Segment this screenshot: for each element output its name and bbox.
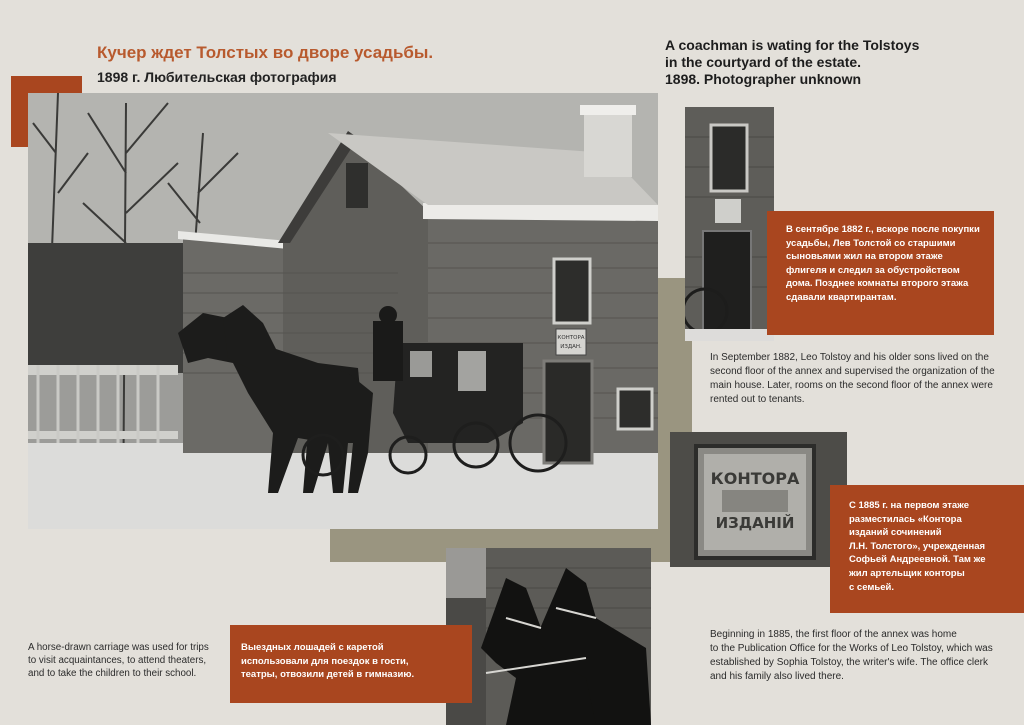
annex-en-text: [710, 351, 1010, 407]
annex-ru-line: сдавали квартирантам.: [786, 291, 897, 303]
office-ru-box: [830, 485, 1024, 613]
office-ru-line: разместилась «Контора: [849, 513, 962, 525]
annex-en-line: main house. Later, rooms on the second floor of the annex were: [710, 380, 993, 391]
sign-line: ИЗДАНІЙ: [715, 514, 795, 532]
annex-en-line: In September 1882, Leo Tolstoy and his older sons lived on the: [710, 352, 989, 363]
annex-photo: [685, 107, 774, 341]
horses-photo: [446, 548, 651, 725]
carriage-en-line: to visit acquaintances, to attend theaters,: [28, 655, 207, 666]
office-en-line: Beginning in 1885, the first floor of the annex was home: [710, 629, 957, 640]
annex-ru-line: дома. Позднее комнаты второго этажа: [786, 278, 969, 290]
sign-line: КОНТОРА: [710, 469, 800, 488]
office-en-text: [710, 628, 1010, 684]
carriage-ru-line: Выездных лошадей с каретой: [241, 642, 384, 653]
office-ru-line: изданий сочинений: [849, 527, 942, 539]
annex-ru-line: усадьбы, Лев Толстой со старшими: [786, 237, 956, 249]
office-sign-photo: [670, 432, 847, 567]
office-en-line: and his family also lived there.: [710, 671, 844, 682]
title-ru: Кучер ждет Толстых во дворе усадьбы.: [97, 43, 434, 62]
annex-ru-box: [767, 211, 994, 335]
office-ru-line: жил артельщик конторы: [849, 567, 965, 579]
carriage-en-line: A horse-drawn carriage was used for trips: [28, 642, 209, 653]
annex-ru-line: флигеля и следил за обустройством: [786, 264, 960, 276]
office-ru-line: С 1885 г. на первом этаже: [849, 500, 970, 511]
office-en-line: to the Publication Office for the Works of Leo Tolstoy, which was: [710, 643, 993, 654]
carriage-ru-box: [230, 625, 472, 703]
subtitle-ru: 1898 г. Любительская фотография: [97, 69, 337, 85]
annex-ru-line: В сентябре 1882 г., вскоре после покупки: [786, 224, 980, 235]
office-en-line: established by Sophia Tolstoy, the writer's wife. The office clerk: [710, 657, 988, 668]
carriage-ru-line: театры, отвозили детей в гимназию.: [241, 669, 415, 681]
title-en-line: in the courtyard of the estate.: [665, 54, 862, 70]
carriage-ru-line: использовали для поездок в гости,: [241, 655, 409, 667]
annex-en-line: second floor of the annex and supervised the organization of the: [710, 366, 995, 377]
title-en-line: A coachman is wating for the Tolstoys: [665, 37, 920, 53]
office-ru-line: Л.Н. Толстого», учрежденная: [849, 540, 986, 552]
sign-line: ИЗДАН.: [560, 344, 582, 350]
title-en-line: 1898. Photographer unknown: [665, 71, 862, 87]
annex-ru-line: сыновьями жил на втором этаже: [786, 251, 943, 263]
office-ru-line: Софьей Андреевной. Там же: [849, 554, 986, 566]
carriage-en-line: and to take the children to their school.: [28, 668, 197, 679]
carriage-en-text: [28, 641, 228, 680]
annex-en-line: rented out to tenants.: [710, 394, 805, 405]
sign-line: КОНТОРА: [557, 335, 585, 341]
title-en: [665, 37, 919, 88]
main-photo: [28, 93, 658, 529]
office-ru-line: с семьей.: [849, 581, 894, 593]
